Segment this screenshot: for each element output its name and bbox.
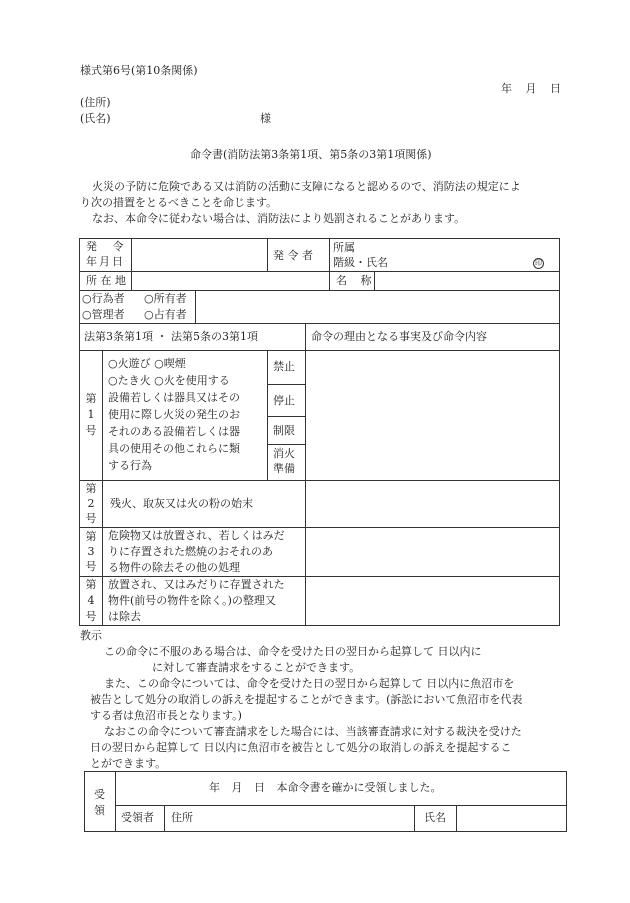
receiver-address-label: 住所: [171, 811, 193, 824]
issue-date-label-1: 発 令: [86, 240, 124, 253]
item3-line: 危険物又は放置され、若しくはみだ: [108, 529, 285, 542]
notice-p2-line2: 被告として処分の取消しの訴えを提起することができます。(訴訟において魚沼市を代表: [90, 693, 523, 706]
affiliation-label: 所属: [333, 241, 355, 254]
item4-label-3: 号: [85, 610, 97, 623]
receiver-label: 受領者: [121, 811, 154, 824]
receipt-label-2: 領: [94, 804, 105, 817]
location-label: 所 在 地: [86, 274, 126, 287]
action-stop: 停止: [273, 394, 295, 407]
notice-p1-line1: この命令に不服のある場合は、命令を受けた日の翌日から起算して 日以内に: [104, 645, 482, 658]
notice-p3-line2: 日の翌日から起算して 日以内に魚沼市を被告として処分の取消しの訴えを提起するこ: [90, 741, 512, 754]
party-manager: ○管理者: [82, 308, 125, 321]
item4-label-2: 4: [87, 594, 95, 607]
name-label: (氏名): [80, 112, 111, 125]
receiver-name-label: 氏名: [424, 811, 446, 824]
item1-label-2: 1: [87, 408, 95, 421]
law-basis: 法第3条第1項 ・ 法第5条の3第1項: [84, 330, 258, 343]
seal-mark: 印: [535, 259, 542, 267]
item1-line: 具の使用その他これらに類: [108, 442, 240, 455]
item2-text: 残火、取灰又は火の粉の始末: [110, 497, 253, 510]
notice-p2-line3: する者は魚沼市長となります。): [90, 709, 242, 722]
reason-header: 命令の理由となる事実及び命令内容: [311, 330, 487, 343]
receipt-date-text: 年 月 日 本命令書を確かに受領しました。: [209, 781, 442, 794]
party-actor: ○行為者: [82, 292, 125, 305]
item3-line: りに存置された燃焼のおそれのあ: [108, 545, 273, 558]
item4-line: は除去: [108, 610, 141, 623]
item4-line: 放置され、又はみだりに存置された: [108, 578, 285, 591]
item1-line: ○たき火 ○火を使用する: [108, 374, 230, 387]
item3-label-2: 3: [87, 545, 95, 558]
party-owner: ○所有者: [144, 292, 187, 305]
notice-p3-line1: なおこの命令について審査請求をした場合には、当該審査請求に対する裁決を受けた: [104, 725, 522, 738]
item2-label-1: 第: [85, 482, 97, 495]
issuer-label: 発 令 者: [273, 249, 313, 262]
honorific: 様: [260, 112, 271, 125]
notice-p3-line3: とができます。: [90, 757, 167, 770]
notice-p1-line2: に対して審査請求をすることができます。: [152, 661, 361, 674]
item1-line: 使用に際し火災の発生のお: [108, 408, 240, 421]
action-restrict: 制限: [273, 424, 295, 437]
action-ban: 禁止: [273, 360, 295, 373]
notice-p2-line1: また、この命令については、命令を受けた日の翌日から起算して 日以内に魚沼市を: [104, 677, 515, 690]
item4-line: 物件(前号の物件を除く。)の整理又: [108, 594, 276, 607]
item2-label-2: 2: [87, 497, 95, 510]
date-line: 年 月 日: [501, 82, 561, 95]
action-prepare-1: 消火: [273, 447, 295, 460]
intro-para1-line2: り次の措置をとるべきことを命じます。: [80, 196, 278, 209]
rank-name-label: 階級・氏名: [333, 256, 388, 269]
receipt-label-1: 受: [94, 788, 105, 801]
item3-label-3: 号: [85, 560, 97, 573]
item1-label-3: 号: [85, 424, 97, 437]
document-title: 命令書(消防法第3条第1項、第5条の3第1項関係): [190, 148, 432, 161]
item1-line: それのある設備若しくは器: [108, 425, 240, 438]
party-occupant: ○占有者: [144, 308, 187, 321]
action-prepare-2: 準備: [273, 462, 295, 475]
item4-label-1: 第: [85, 578, 97, 591]
form-number: 様式第6号(第10条関係): [80, 64, 198, 77]
item1-line: する行為: [108, 459, 152, 472]
address-label: (住所): [80, 96, 111, 109]
item1-label-1: 第: [85, 392, 97, 405]
item1-line: ○火遊び ○喫煙: [108, 357, 186, 370]
item3-line: る物件の除去その他の処理: [108, 561, 240, 574]
issue-date-label-2: 年月日: [86, 255, 125, 268]
name-column-label: 名 称: [336, 274, 372, 287]
intro-para2: なお、本命令に従わない場合は、消防法により処罰されることがあります。: [92, 212, 466, 225]
item3-label-1: 第: [85, 530, 97, 543]
item1-line: 設備若しくは器具又はその: [108, 391, 240, 404]
notice-heading: 教示: [80, 629, 102, 642]
item2-label-3: 号: [85, 512, 97, 525]
intro-para1-line1: 火災の予防に危険である又は消防の活動に支障になると認めるので、消防法の規定によ: [92, 180, 521, 193]
